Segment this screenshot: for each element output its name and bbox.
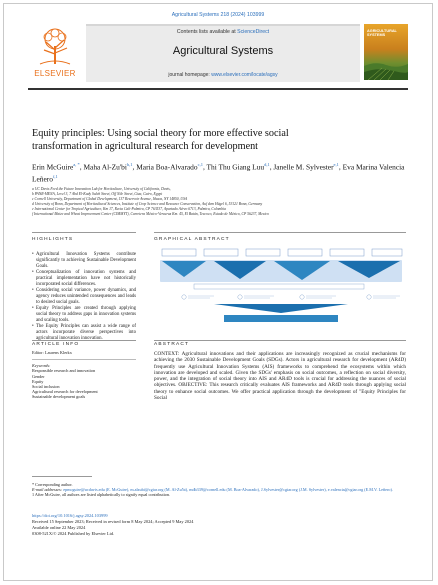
keyword[interactable]: Social inclusion	[32, 384, 60, 390]
affiliation: b PANR-MENA, Level 3, 7 Abd El-Kady Saleh Street, Off Nile Street, Giza, Cairo, Egypt	[32, 192, 163, 196]
keyword[interactable]: Equity	[32, 378, 44, 384]
highlight-item: • The Equity Principles can assist a wide range of actors incorporate diverse perspectives into agricultural innovation innovation.	[32, 324, 136, 342]
author-affil-marker[interactable]: c,1	[197, 162, 203, 167]
journal-banner	[86, 24, 360, 82]
homepage-link[interactable]: www.elsevier.com/locate/agsy	[211, 72, 278, 78]
elsevier-logo[interactable]	[28, 24, 82, 80]
journal-cover[interactable]	[364, 24, 408, 80]
article-info-heading: ARTICLE INFO	[32, 342, 80, 347]
article-info-rule	[32, 340, 136, 341]
publisher-name: ELSEVIER	[34, 69, 76, 78]
sciencedirect-link[interactable]: ScienceDirect	[237, 29, 270, 35]
contents-line	[86, 29, 360, 35]
author-affil-marker[interactable]: e,1	[333, 162, 339, 167]
contents-prefix: Contents lists available at	[176, 29, 238, 35]
article-info	[32, 350, 152, 400]
graphical-abstract-heading: GRAPHICAL ABSTRACT	[154, 237, 230, 242]
author[interactable]: Erin McGuire	[32, 162, 74, 172]
highlights-heading: HIGHLIGHTS	[32, 237, 74, 242]
author[interactable]: Maria Boa-Alvarado	[136, 162, 198, 172]
available-online: Available online 22 May 2024	[32, 524, 86, 530]
journal-citation[interactable]: Agricultural Systems 218 (2024) 103999	[171, 12, 265, 18]
author-affil-marker[interactable]: d,1	[264, 162, 270, 167]
abstract-text: CONTEXT: Agricultural innovations and their applications are increasingly recognized as crucial mechanisms for achieving the 2030 Sustainable Development Goals (SDGs). Actors in agricultural research for development (AR4D) frequently use Agricultural Innovation Systems (AIS) frameworks to comprehend the ecosystems within which innovation are developed and scaled. Given the SDGs' emphasis on social outcomes, a reflection on social diversity, power, and the integration of social theory into AIS and AR4D tools is crucial for addressing the nuances of social objectives. OBJECTIVE: This research critically evaluates AIS frameworks and AR4D tools through applying social theory to enhance social outcomes. We offer practical application through the development of "Equity Principles for Social	[154, 351, 406, 401]
author[interactable]: Maha Al-Zu'bi	[83, 162, 127, 172]
highlight-item: • Considering social variance, power dynamics, and agency reduces unintended consequences and leads to desired social goals.	[32, 288, 136, 306]
affiliation: f International Maize and Wheat Improvement Center (CIMMYT), Carretera México-Veracruz Km. 45, El Batán, Texcoco, Estado de México, CP 56237, Mexico	[32, 212, 270, 216]
affiliation: c Cornell University, Department of Global Development, 137 Reservoir Avenue, Ithaca, NY 14850, USA	[32, 197, 188, 201]
abstract-rule	[154, 340, 406, 341]
article-title	[32, 127, 412, 153]
info-divider	[32, 359, 136, 360]
journal-masthead	[28, 24, 408, 80]
corresponding-author-note: * Corresponding author.	[32, 482, 73, 487]
highlights-rule	[32, 232, 136, 233]
keyword[interactable]: Agricultural research for development	[32, 389, 98, 395]
email-label: E-mail addresses:	[32, 487, 64, 493]
email-addresses[interactable]: epmcguire@ucdavis.edu (E. McGuire), m.alzubi@cgiar.org (M. Al-Zu'bi), mdb339@cornell.edu (M. Boa-Alvarado), J.Sylvester@cgiar.org (J.M. Sylvester), e.valencia@cgiar.org (E.M.V. Leñero).	[63, 487, 393, 493]
affiliation: e International Center for Tropical Agriculture, Km 17, Recta Cali-Palmira, CP 763537, Apartado Aéreo 6713, Palmira, Colombia	[32, 207, 226, 211]
editor-line: Editor: Laurens Klerkx	[32, 350, 72, 355]
keyword[interactable]: Sustainable development goals	[32, 394, 86, 400]
article-title-line-2: transformation in agricultural research for development	[32, 141, 259, 152]
author-affil-marker[interactable]: a, *	[73, 162, 80, 167]
abstract-heading: ABSTRACT	[154, 342, 190, 347]
graphical-abstract-figure[interactable]	[154, 247, 408, 323]
article-page	[3, 3, 433, 581]
cover-title: AGRICULTURAL SYSTEMS	[367, 29, 397, 38]
homepage-prefix: journal homepage:	[168, 72, 212, 78]
masthead-rule	[28, 88, 408, 90]
author[interactable]: Eva Marina Valencia Leñero	[32, 162, 405, 184]
graphical-abstract-rule	[154, 232, 406, 233]
footnote-rule	[32, 476, 92, 477]
highlights-list	[32, 252, 136, 343]
received-dates: Received 15 September 2023; Received in revised form 8 May 2024; Accepted 9 May 2024	[32, 518, 194, 524]
keyword[interactable]: Responsible research and innovation	[32, 368, 96, 374]
journal-title: Agricultural Systems	[172, 45, 274, 57]
footnotes	[32, 482, 406, 498]
author[interactable]: Thi Thu Giang Luu	[206, 162, 265, 172]
highlight-item: • Conceptualization of innovation systems and practical implementation have not historically incorporated social differences.	[32, 270, 136, 288]
affiliation: a UC Davis Feed the Future Innovation Lab for Horticulture, University of California, Davis,	[32, 187, 171, 191]
highlight-item: • Equity Principles are created through applying social theory to address gaps in innovation systems and scaling tools.	[32, 306, 136, 324]
publication-info	[32, 513, 406, 537]
doi-link[interactable]: https://doi.org/10.1016/j.agsy.2024.103999	[32, 513, 108, 518]
journal-homepage	[86, 72, 360, 78]
copyright-line: 0308-521X/© 2024 Published by Elsevier Ltd.	[32, 530, 115, 536]
equal-contribution-note: 1 After McGuire, all authors are listed alphabetically to signify equal contribution.	[32, 492, 171, 498]
keyword[interactable]: Gender	[32, 373, 45, 379]
author-affil-marker[interactable]: f,1	[52, 174, 58, 180]
cover-field-image	[364, 58, 408, 80]
highlight-item: • Agricultural Innovation Systems contribute significantly to achieving Sustainable Development Goals.	[32, 252, 136, 270]
author[interactable]: Janelle M. Sylvester	[273, 162, 334, 172]
article-title-line-1: Equity principles: Using social theory for more effective social	[32, 128, 289, 139]
elsevier-tree-icon	[34, 26, 76, 66]
affiliations	[32, 187, 412, 217]
author-affil-marker[interactable]: b,1	[126, 162, 133, 167]
affiliation: d University of Bonn, Department of Horticultural Sciences, Institute of Crop Science and Resource Conservation, Auf dem Hügel 6, 53121 Bonn, Germany	[32, 202, 263, 206]
keywords-label: Keywords:	[32, 363, 51, 369]
author-list: Erin McGuire$^{a, *}$, Maha Al-Zu'bi$^{b,1}$, Maria Boa-Alvarado$^{c,1}$, Thi Thu Giang Luu$^{d,1}$, Janelle M. Sylvester$^{e,1}$, Eva Marina Valencia Leñero$^{f,1}$	[32, 162, 405, 184]
